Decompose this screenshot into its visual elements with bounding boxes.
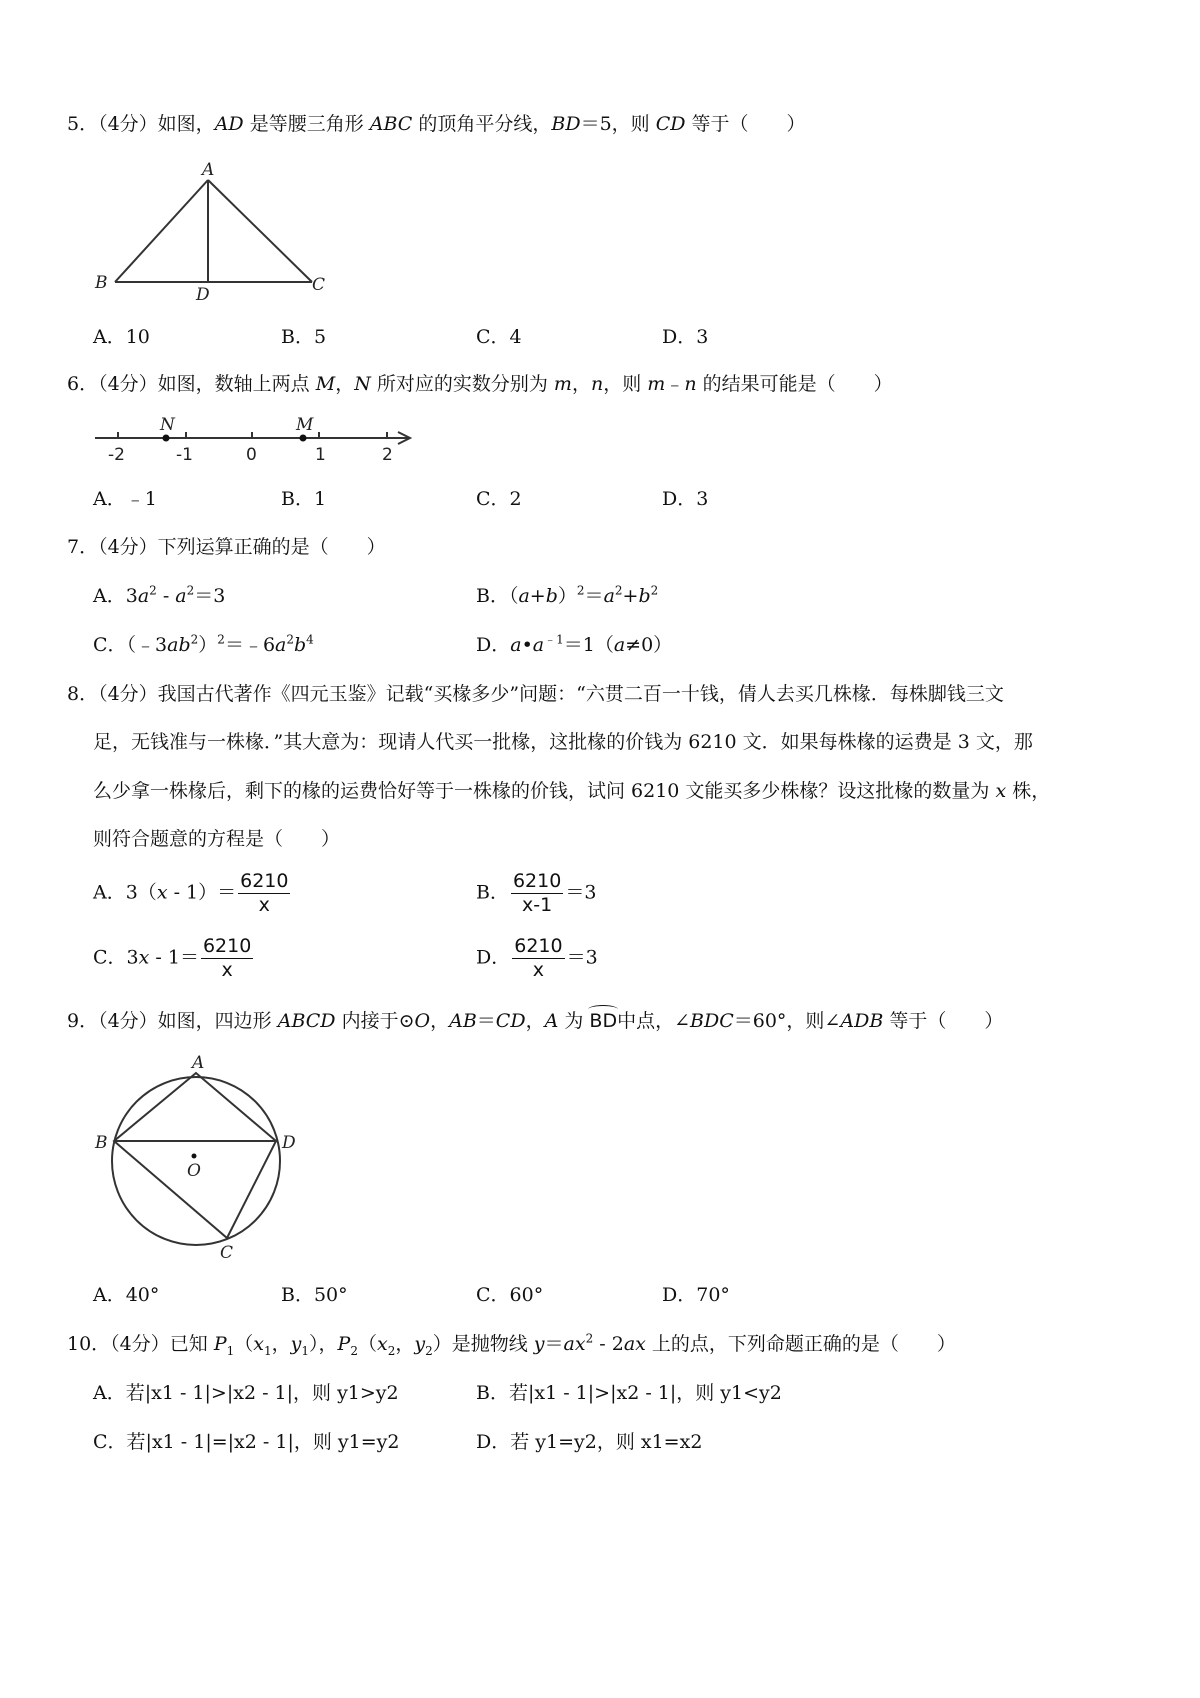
q8-stem-line2: 足，无钱准与一株椽．”其大意为：现请人代买一批椽，这批椽的价钱为 6210 文．如果每株椽的运费是 3 文，那 [93,731,1033,753]
var: a [510,634,522,656]
q5-var-ad: AD [214,113,244,135]
q5-text: 是等腰三角形 [243,113,370,135]
fraction [511,872,563,915]
q6-label-n: N [160,415,175,435]
text: D． [476,946,511,969]
var: a [563,1333,575,1355]
text: - 2 [593,1333,624,1355]
text: ＝﹣6 [224,634,276,656]
exp: 2 [650,583,659,598]
q6-text: ， [571,373,591,395]
q9-number: 9．（4分）如图，四边形 [67,1010,278,1032]
text: A．3（ [93,881,157,904]
sub: 1 [263,1343,272,1358]
text: （ [234,1333,254,1355]
q6-tick-minus1: -1 [176,445,193,465]
q7-option-c[interactable] [93,632,314,656]
sub: 2 [387,1343,396,1358]
q9-option-b[interactable]: B．50° [281,1284,348,1306]
text: ＝ [476,1010,496,1032]
q5-option-c[interactable]: C．4 [476,326,522,348]
var: x [995,780,1007,802]
q10-option-b[interactable]: B．若|x1 - 1|>|x2 - 1|，则 y1<y2 [476,1382,782,1404]
var: x [253,1333,264,1355]
q5-label-a: A [202,160,215,180]
numerator: 6210 [514,935,563,957]
q6-number-line-figure [90,408,420,468]
var: b [638,585,651,607]
var: a [518,585,530,607]
q9-option-c[interactable]: C．60° [476,1284,544,1306]
text: ）， [309,1333,338,1355]
var: ABCD [277,1010,336,1032]
var: ab [167,634,191,656]
q6-option-c[interactable]: C．2 [476,488,522,510]
q9-circle-figure [90,1048,310,1263]
sub: 2 [425,1343,433,1358]
denominator: x-1 [522,894,553,916]
text: C．3 [93,946,139,969]
text: 为 [558,1010,590,1032]
text: + [529,585,546,607]
text: ， [395,1333,415,1355]
text: ） [557,585,577,607]
text: 内接于⊙ [335,1010,415,1032]
text: ， [525,1010,545,1032]
var: CD [495,1010,526,1032]
q5-text: 等于（ ） [685,113,806,135]
text: ＝ [544,1333,564,1355]
var: x [156,881,168,904]
text: 中点，∠ [617,1010,691,1032]
q5-option-b[interactable]: B．5 [281,326,327,348]
fraction [238,872,290,915]
q10-option-c[interactable]: C．若|x1 - 1|=|x2 - 1|，则 y1=y2 [93,1431,400,1453]
q8-stem-line1: 8．（4分）我国古代著作《四元玉鉴》记载“买椽多少”问题：“六贯二百一十钱，倩人去买几株椽．每株脚钱三文 [67,683,1004,705]
text: 株， [1006,780,1051,802]
exp: 2 [614,583,623,598]
q7-stem: 7．（4分）下列运算正确的是（ ） [67,536,386,558]
var: a [603,585,615,607]
exp: 2 [190,632,199,647]
q6-point-m [300,435,307,442]
var: y [533,1333,545,1355]
var: a [613,634,626,656]
exp: 2 [186,583,195,598]
q10-option-a[interactable]: A．若|x1 - 1|>|x2 - 1|，则 y1>y2 [93,1382,399,1404]
q6-var-n: N [354,373,371,395]
numerator: 6210 [512,870,562,892]
q9-label-o: O [187,1161,201,1181]
text: A．3 [93,585,138,607]
q6-text: ，则 [603,373,648,395]
text: 上的点，下列命题正确的是（ ） [645,1333,956,1355]
text: D． [476,634,511,656]
q9-option-d[interactable]: D．70° [662,1284,730,1306]
arc-bd: BD [589,1010,618,1032]
sub: 1 [301,1343,310,1358]
q10-option-d[interactable]: D．若 y1=y2，则 x1=x2 [476,1431,703,1453]
exp: ﹣1 [544,632,564,647]
q6-var-m: m [553,373,572,395]
text: ≠0） [625,634,673,656]
q6-var-m: M [315,373,336,395]
q6-tick-zero: 0 [246,445,257,465]
q6-text: 的结果可能是（ ） [696,373,893,395]
q9-label-a: A [192,1053,205,1073]
q8-option-b[interactable] [476,872,596,915]
text: ） [198,634,218,656]
exp: 4 [306,632,314,647]
var: A [544,1010,559,1032]
text: B． [476,881,509,904]
text: ）是抛物线 [432,1333,534,1355]
var: a [532,634,545,656]
q8-option-d[interactable] [476,937,598,980]
q6-option-a[interactable]: A．﹣1 [93,488,157,510]
q6-label-m: M [296,415,314,435]
numerator: 6210 [240,870,289,892]
text: • [521,634,533,656]
q5-text: 的顶角平分线， [412,113,552,135]
q8-stem-line3 [93,782,1050,801]
q9-stem [67,1012,1003,1031]
q6-text: ﹣ [665,373,685,395]
text: ， [271,1333,291,1355]
text: ， [430,1010,450,1032]
var: a [175,585,187,607]
q5-var-cd: CD [655,113,686,135]
var: ax [623,1333,646,1355]
var: O [414,1010,431,1032]
var: a [275,634,287,656]
q6-option-b[interactable]: B．1 [281,488,327,510]
q6-text: ， [335,373,355,395]
var: x [138,946,150,969]
fraction [512,937,564,980]
var: x [574,1333,586,1355]
exp: 2 [286,632,294,647]
sub: 2 [350,1343,358,1358]
q6-number: 6．（4分）如图，数轴上两点 [67,373,316,395]
q6-var-n: n [590,373,604,395]
numerator: 6210 [202,935,252,957]
text: ＝1（ [563,634,614,656]
q10-number: 10．（4分）已知 [67,1333,214,1355]
text: C．（﹣3 [93,634,168,656]
q6-option-d[interactable]: D．3 [662,488,709,510]
text: ＝3 [194,585,226,607]
q6-stem [67,375,893,394]
q5-option-d[interactable]: D．3 [662,326,709,348]
q9-label-c: C [220,1243,234,1263]
text: + [622,585,639,607]
var: a [137,585,150,607]
sub: 1 [226,1343,235,1358]
q5-stem [67,115,806,134]
q8-stem-line4: 则符合题意的方程是（ ） [93,828,341,850]
var: x [376,1333,388,1355]
q8-option-c[interactable] [93,937,255,980]
exp: 2 [585,1331,594,1346]
text: B．（ [476,585,519,607]
var: y [290,1333,302,1355]
q9-option-a[interactable]: A．40° [93,1284,160,1306]
text: ＝3 [566,946,598,969]
var: ADB [840,1010,884,1032]
q9-label-b: B [95,1133,108,1153]
q9-label-d: D [282,1133,296,1153]
q6-tick-minus2: -2 [108,445,125,465]
q5-number: 5．（4分）如图， [67,113,215,135]
q6-point-n [163,435,170,442]
var: b [545,585,558,607]
var: P [337,1333,351,1355]
text: 等于（ ） [883,1010,1004,1032]
text: 么少拿一株椽后，剩下的椽的运费恰好等于一株椽的价钱，试问 6210 文能买多少株椽？设这批椽的数量为 [93,780,996,802]
q7-option-a[interactable] [93,583,226,607]
q6-var-n: n [684,373,697,395]
text: - 1）＝ [167,881,237,904]
text: - 1＝ [149,946,199,969]
q6-tick-two: 2 [382,445,393,465]
var: BDC [690,1010,734,1032]
q5-label-c: C [312,275,326,295]
q5-var-abc: ABC [369,113,413,135]
q7-option-d[interactable] [476,632,673,656]
var: b [294,634,307,656]
q6-text: 所对应的实数分别为 [370,373,554,395]
var: P [213,1333,227,1355]
denominator: x [221,959,233,981]
q5-triangle-figure [90,155,340,300]
text: ＝3 [565,881,597,904]
q5-option-a[interactable]: A．10 [93,326,150,348]
text: - [156,585,176,607]
q10-stem [67,1331,956,1358]
q5-label-b: B [95,273,108,293]
exp: 2 [576,583,585,598]
q6-var-m: m [647,373,666,395]
q8-option-a[interactable] [93,872,292,915]
q5-text: ＝5，则 [580,113,656,135]
exp: 2 [217,632,225,647]
text: ＝60°，则∠ [733,1010,841,1032]
text: （ [357,1333,377,1355]
text: ＝ [584,585,604,607]
exp: 2 [149,583,157,598]
q6-tick-one: 1 [315,445,326,465]
denominator: x [532,959,545,981]
q5-var-bd: BD [551,113,581,135]
fraction [201,937,253,980]
q5-label-d: D [196,285,210,300]
var: AB [449,1010,477,1032]
denominator: x [258,894,270,916]
var: y [414,1333,426,1355]
q7-option-b[interactable] [476,583,659,607]
